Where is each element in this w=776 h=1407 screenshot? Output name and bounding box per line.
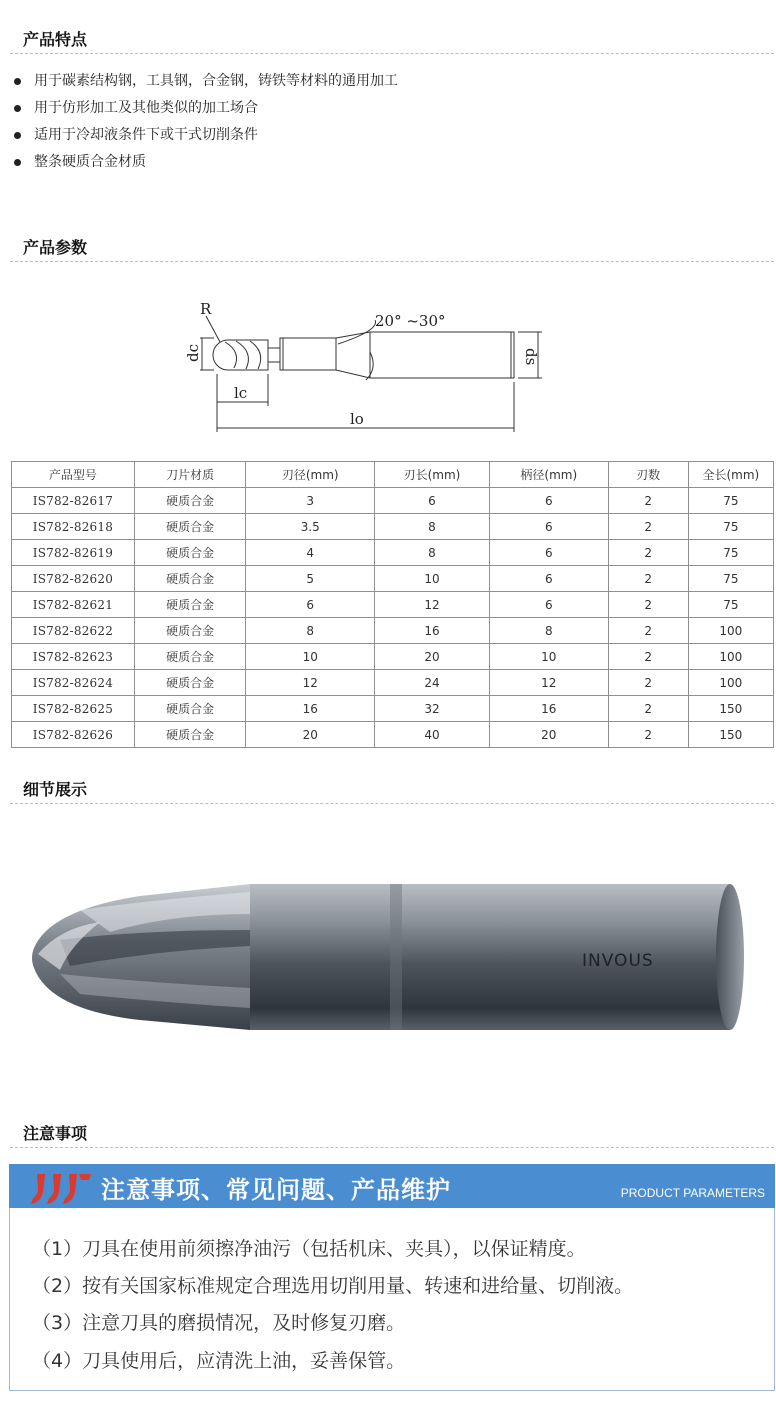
column-header: 刀片材质 <box>134 462 246 488</box>
cell-shank: 6 <box>489 566 608 592</box>
section-divider <box>10 53 774 54</box>
cell-flutes: 2 <box>608 488 688 514</box>
feature-list <box>14 68 398 176</box>
list-item <box>14 149 398 176</box>
bullet-icon <box>14 78 21 85</box>
cell-length: 12 <box>375 592 490 618</box>
table-row <box>12 722 774 748</box>
cell-diameter: 8 <box>246 618 375 644</box>
diagram-label-angle: 20° ~30° <box>375 312 446 330</box>
column-header: 刃数 <box>608 462 688 488</box>
cell-total: 100 <box>688 644 773 670</box>
cell-flutes: 2 <box>608 722 688 748</box>
cell-total: 75 <box>688 540 773 566</box>
table-row <box>12 592 774 618</box>
section-divider <box>10 261 774 262</box>
note-item: （3）注意刀具的磨损情况，及时修复刃磨。 <box>32 1312 406 1334</box>
brand-mark: INVOUS <box>582 951 654 971</box>
cell-length: 6 <box>375 488 490 514</box>
cell-model: IS782-82622 <box>12 618 135 644</box>
cell-diameter: 3.5 <box>246 514 375 540</box>
cell-total: 75 <box>688 488 773 514</box>
cell-shank: 10 <box>489 644 608 670</box>
cell-flutes: 2 <box>608 696 688 722</box>
tool-shank-end <box>716 884 744 1030</box>
cell-length: 24 <box>375 670 490 696</box>
cell-material: 硬质合金 <box>134 566 246 592</box>
cell-shank: 8 <box>489 618 608 644</box>
cell-total: 75 <box>688 566 773 592</box>
cell-length: 32 <box>375 696 490 722</box>
cell-diameter: 5 <box>246 566 375 592</box>
section-divider <box>10 803 774 804</box>
cell-model: IS782-82619 <box>12 540 135 566</box>
column-header: 刃径(mm) <box>246 462 375 488</box>
feature-text: 用于仿形加工及其他类似的加工场合 <box>34 100 258 116</box>
cell-material: 硬质合金 <box>134 722 246 748</box>
cell-model: IS782-82625 <box>12 696 135 722</box>
diagram-label-ds: ds <box>522 348 540 366</box>
cell-flutes: 2 <box>608 514 688 540</box>
note-item: （1）刀具在使用前须擦净油污（包括机床、夹具），以保证精度。 <box>32 1238 586 1260</box>
cell-material: 硬质合金 <box>134 670 246 696</box>
column-header: 产品型号 <box>12 462 135 488</box>
bullet-icon <box>14 105 21 112</box>
table-row <box>12 618 774 644</box>
cell-material: 硬质合金 <box>134 540 246 566</box>
cell-material: 硬质合金 <box>134 514 246 540</box>
section-title-features: 产品特点 <box>23 30 88 49</box>
cell-shank: 12 <box>489 670 608 696</box>
cell-diameter: 6 <box>246 592 375 618</box>
cell-flutes: 2 <box>608 566 688 592</box>
cell-model: IS782-82623 <box>12 644 135 670</box>
note-item: （4）刀具使用后，应清洗上油，妥善保管。 <box>32 1350 406 1372</box>
cell-shank: 16 <box>489 696 608 722</box>
cell-diameter: 16 <box>246 696 375 722</box>
cell-flutes: 2 <box>608 592 688 618</box>
list-item <box>14 122 398 149</box>
cell-flutes: 2 <box>608 618 688 644</box>
cell-shank: 20 <box>489 722 608 748</box>
feature-text: 用于碳素结构钢，工具钢，合金钢，铸铁等材料的通用加工 <box>34 73 398 89</box>
cell-shank: 6 <box>489 540 608 566</box>
column-header: 柄径(mm) <box>489 462 608 488</box>
banner-title: 注意事项、常见问题、产品维护 <box>101 1176 451 1204</box>
cell-flutes: 2 <box>608 644 688 670</box>
diagram-label-lc: lc <box>234 384 248 402</box>
column-header: 刃长(mm) <box>375 462 490 488</box>
cell-total: 100 <box>688 670 773 696</box>
cell-total: 150 <box>688 696 773 722</box>
table-row <box>12 644 774 670</box>
cell-length: 8 <box>375 540 490 566</box>
table-row <box>12 540 774 566</box>
cell-diameter: 12 <box>246 670 375 696</box>
cell-diameter: 10 <box>246 644 375 670</box>
cell-material: 硬质合金 <box>134 488 246 514</box>
cell-flutes: 2 <box>608 670 688 696</box>
section-title-details: 细节展示 <box>23 780 88 799</box>
list-item <box>14 95 398 122</box>
note-item: （2）按有关国家标准规定合理选用切削用量、转速和进给量、切削液。 <box>32 1275 634 1297</box>
list-item <box>14 68 398 95</box>
cell-shank: 6 <box>489 514 608 540</box>
table-row <box>12 514 774 540</box>
cell-model: IS782-82618 <box>12 514 135 540</box>
cell-material: 硬质合金 <box>134 644 246 670</box>
bullet-icon <box>14 132 21 139</box>
cell-flutes: 2 <box>608 540 688 566</box>
parameter-table <box>11 461 774 748</box>
diagram-label-lo: lo <box>350 410 364 428</box>
cell-length: 40 <box>375 722 490 748</box>
cell-diameter: 4 <box>246 540 375 566</box>
section-title-params: 产品参数 <box>23 238 88 257</box>
cell-diameter: 3 <box>246 488 375 514</box>
cell-diameter: 20 <box>246 722 375 748</box>
cell-length: 16 <box>375 618 490 644</box>
tool-shank <box>250 884 730 1030</box>
cell-total: 150 <box>688 722 773 748</box>
banner-subtitle: PRODUCT PARAMETERS <box>620 1186 765 1200</box>
cell-model: IS782-82621 <box>12 592 135 618</box>
cell-model: IS782-82624 <box>12 670 135 696</box>
section-title-notes: 注意事项 <box>23 1124 88 1143</box>
table-header-row <box>12 462 774 488</box>
cell-model: IS782-82626 <box>12 722 135 748</box>
cell-shank: 6 <box>489 592 608 618</box>
cell-length: 8 <box>375 514 490 540</box>
table-row <box>12 566 774 592</box>
cell-length: 10 <box>375 566 490 592</box>
cell-total: 75 <box>688 592 773 618</box>
cell-length: 20 <box>375 644 490 670</box>
cell-material: 硬质合金 <box>134 696 246 722</box>
section-divider <box>10 1147 774 1148</box>
cell-model: IS782-82620 <box>12 566 135 592</box>
bullet-icon <box>14 159 21 166</box>
cell-total: 100 <box>688 618 773 644</box>
cell-model: IS782-82617 <box>12 488 135 514</box>
product-photo <box>20 870 760 1040</box>
cell-material: 硬质合金 <box>134 618 246 644</box>
column-header: 全长(mm) <box>688 462 773 488</box>
tool-dimension-diagram <box>170 290 570 440</box>
notes-box <box>9 1208 775 1391</box>
feature-text: 适用于冷却液条件下或干式切削条件 <box>34 127 258 143</box>
table-row <box>12 670 774 696</box>
brand-logo-icon <box>29 1168 95 1206</box>
cell-total: 75 <box>688 514 773 540</box>
cell-shank: 6 <box>489 488 608 514</box>
diagram-label-dc: dc <box>184 343 202 362</box>
table-row <box>12 488 774 514</box>
cell-material: 硬质合金 <box>134 592 246 618</box>
notes-banner <box>9 1164 775 1208</box>
feature-text: 整条硬质合金材质 <box>34 154 146 170</box>
diagram-label-r: R <box>200 300 212 318</box>
table-row <box>12 696 774 722</box>
